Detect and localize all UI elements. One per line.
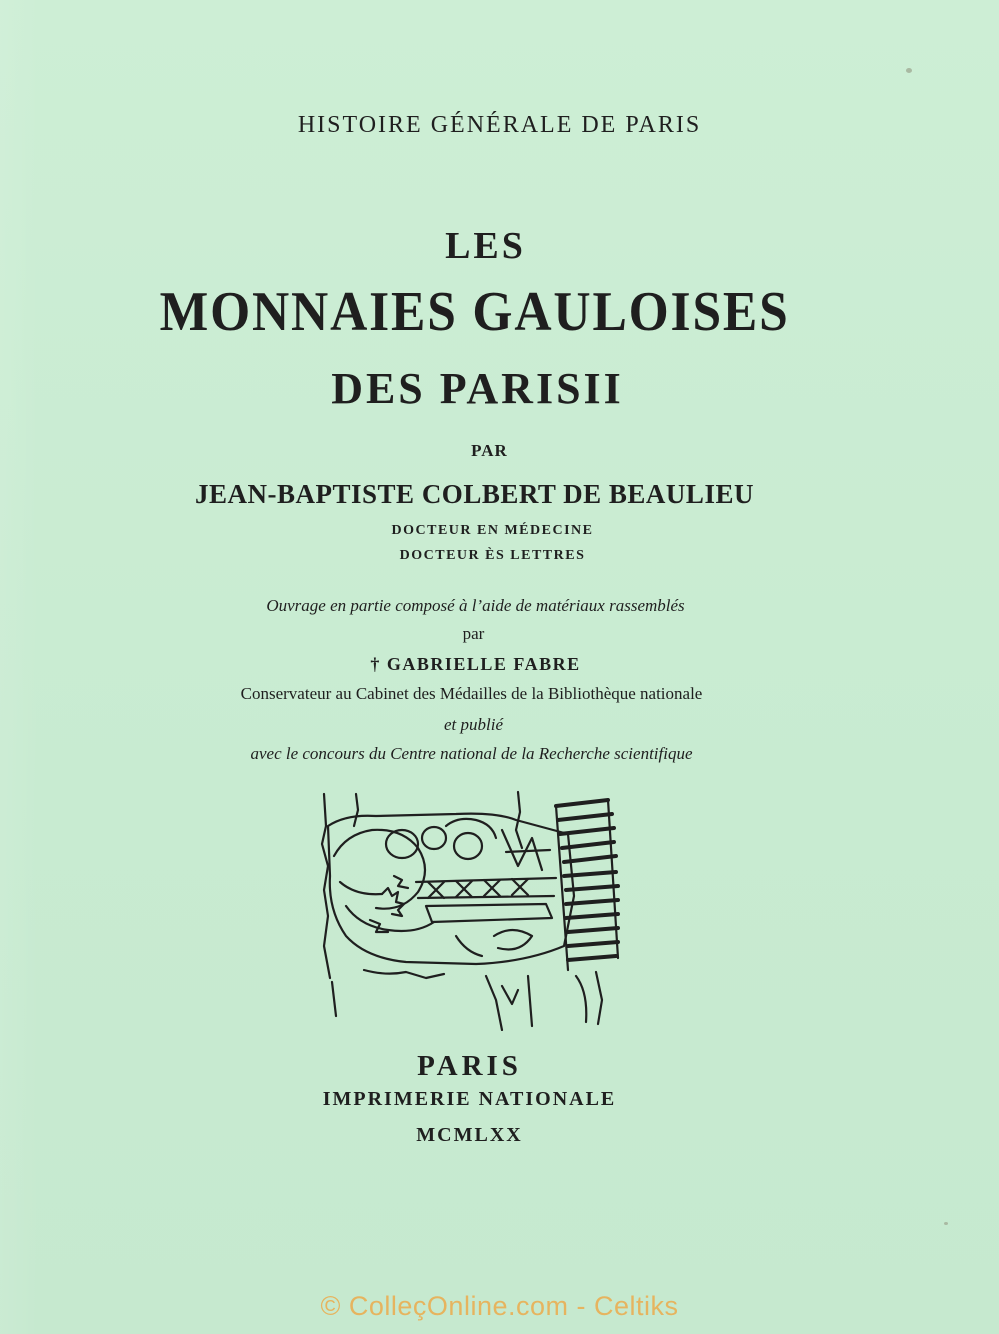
author-degree-2: DOCTEUR ÈS LETTRES [399,548,586,563]
by-label: PAR [471,441,508,460]
author-name: JEAN-BAPTISTE COLBERT DE BEAULIEU [195,479,754,509]
paper-speck [944,1222,948,1225]
sub-title: DES PARISII [331,364,624,413]
publication-year: MCMLXX [416,1124,523,1146]
publisher-city: PARIS [417,1050,522,1082]
contributor-role: Conservateur au Cabinet des Médailles de la Bibliothèque nationale [240,684,703,703]
site-watermark: © ColleçOnline.com - Celtiks [320,1291,679,1321]
contribution-par: par [462,624,485,643]
concours-line: avec le concours du Centre national de la Recherche scientifique [250,744,693,763]
series-title: HISTOIRE GÉNÉRALE DE PARIS [297,112,702,138]
title-les: LES [445,225,526,267]
contributor-name: † GABRIELLE FABRE [370,654,581,674]
published-label: et publié [443,715,503,734]
paper-speck [906,68,912,73]
author-degree-1: DOCTEUR EN MÉDECINE [391,523,594,538]
main-title: MONNAIES GAULOISES [159,281,790,343]
relief-sculpture-drawing-icon [306,786,636,1031]
publisher-name: IMPRIMERIE NATIONALE [322,1088,617,1110]
contribution-line: Ouvrage en partie composé à l’aide de matériaux rassemblés [266,596,685,615]
